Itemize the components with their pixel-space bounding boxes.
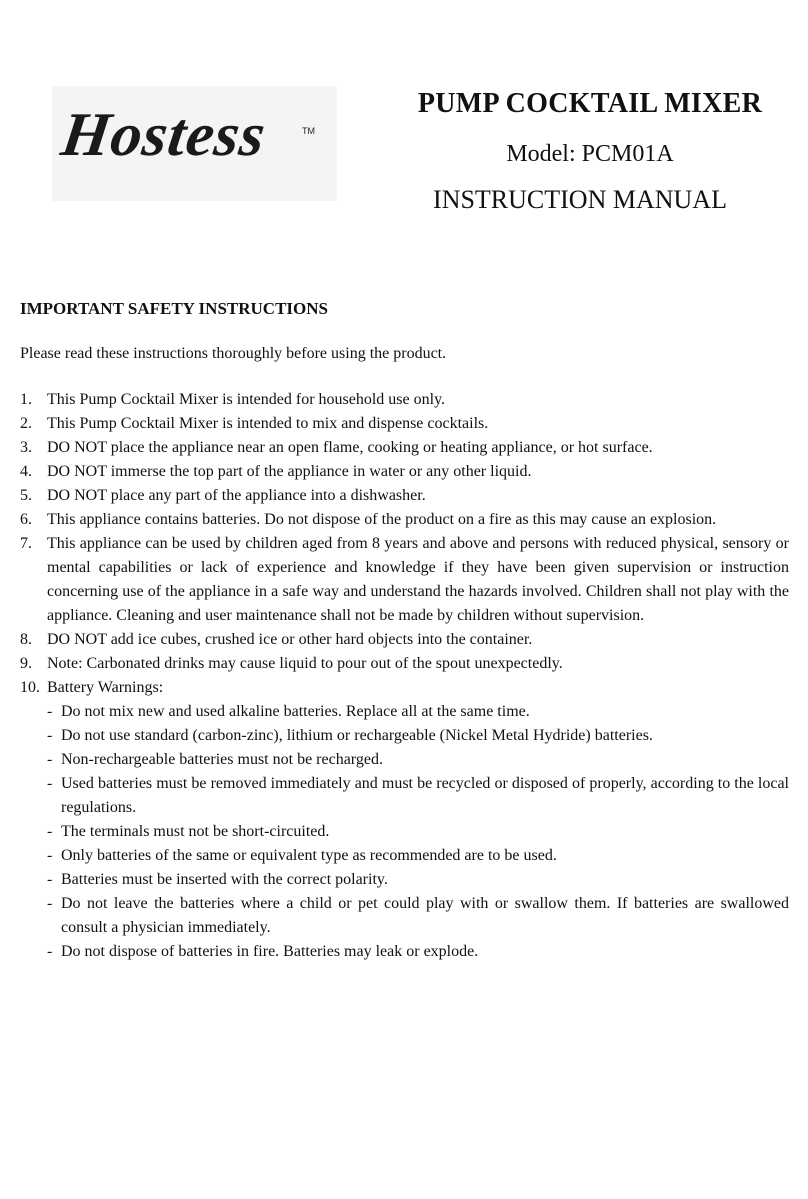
dash-bullet: - [47, 703, 53, 720]
item-number: 6. [20, 511, 32, 528]
battery-warning-item [47, 748, 789, 772]
battery-warning-item [47, 892, 789, 940]
warning-text: The terminals must not be short-circuited. [61, 823, 330, 840]
document-subtitle: INSTRUCTION MANUAL [433, 185, 727, 214]
battery-warning-item [47, 940, 789, 964]
item-text: DO NOT place any part of the appliance into a dishwasher. [47, 487, 426, 504]
item-number: 3. [20, 439, 32, 456]
item-number: 8. [20, 631, 32, 648]
section-heading: IMPORTANT SAFETY INSTRUCTIONS [20, 299, 328, 318]
list-item [20, 460, 789, 484]
warning-text: Do not leave the batteries where a child or pet could play with or swallow them. If batteries are swallowed consult a physician immediately. [61, 895, 789, 936]
item-number: 2. [20, 415, 32, 432]
item-text: This Pump Cocktail Mixer is intended to mix and dispense cocktails. [47, 415, 489, 432]
dash-bullet: - [47, 871, 53, 888]
brand-logo [52, 86, 337, 201]
list-item [20, 532, 789, 628]
item-number: 7. [20, 535, 32, 552]
battery-warning-item [47, 868, 789, 892]
list-item [20, 436, 789, 460]
brand-logo-text: Hostess [57, 101, 271, 169]
item-text: This Pump Cocktail Mixer is intended for household use only. [47, 391, 446, 408]
battery-warning-item [47, 820, 789, 844]
warning-text: Do not use standard (carbon-zinc), lithium or rechargeable (Nickel Metal Hydride) batteries. [61, 727, 653, 744]
intro-paragraph: Please read these instructions thoroughly before using the product. [20, 345, 447, 362]
item-number: 10. [20, 679, 40, 696]
item-text: DO NOT add ice cubes, crushed ice or other hard objects into the container. [47, 631, 533, 648]
list-item [20, 652, 789, 676]
warning-text: Do not mix new and used alkaline batteries. Replace all at the same time. [61, 703, 530, 720]
dash-bullet: - [47, 847, 53, 864]
trademark-mark: TM [302, 126, 315, 136]
item-number: 1. [20, 391, 32, 408]
item-text: DO NOT immerse the top part of the appliance in water or any other liquid. [47, 463, 532, 480]
warning-text: Non-rechargeable batteries must not be recharged. [61, 751, 383, 768]
item-text: This appliance can be used by children aged from 8 years and above and persons with reduced physical, sensory or mental capabilities or lack of experience and knowledge if they have been given supervision or instruction concerning use of the appliance in a safe way and understand the hazards involved. Children shall not play with the appliance. Cleaning and user maintenance shall not be made by children without supervision. [47, 535, 789, 624]
item-text: This appliance contains batteries. Do not dispose of the product on a fire as this may cause an explosion. [47, 511, 717, 528]
item-text: DO NOT place the appliance near an open flame, cooking or heating appliance, or hot surface. [47, 439, 653, 456]
warning-text: Only batteries of the same or equivalent type as recommended are to be used. [61, 847, 557, 864]
item-text: Note: Carbonated drinks may cause liquid to pour out of the spout unexpectedly. [47, 655, 563, 672]
dash-bullet: - [47, 775, 53, 792]
list-item [20, 484, 789, 508]
product-title: PUMP COCKTAIL MIXER [417, 88, 763, 119]
safety-list [20, 388, 789, 964]
battery-warning-item [47, 700, 789, 724]
dash-bullet: - [47, 823, 53, 840]
battery-warning-item [47, 844, 789, 868]
list-item [20, 508, 789, 532]
dash-bullet: - [47, 727, 53, 744]
list-item [20, 412, 789, 436]
battery-warnings-list [47, 700, 789, 964]
warning-text: Used batteries must be removed immediately and must be recycled or disposed of properly, according to the local regulations. [61, 775, 789, 816]
list-item [20, 388, 789, 412]
item-number: 9. [20, 655, 32, 672]
battery-warning-item [47, 772, 789, 820]
list-item [20, 676, 789, 964]
item-text: Battery Warnings: [47, 679, 164, 696]
item-number: 4. [20, 463, 32, 480]
warning-text: Batteries must be inserted with the correct polarity. [61, 871, 388, 888]
item-number: 5. [20, 487, 32, 504]
model-number: Model: PCM01A [506, 141, 674, 167]
dash-bullet: - [47, 751, 53, 768]
battery-warning-item [47, 724, 789, 748]
list-item [20, 628, 789, 652]
dash-bullet: - [47, 943, 53, 960]
dash-bullet: - [47, 895, 53, 912]
safety-section [20, 297, 789, 964]
warning-text: Do not dispose of batteries in fire. Batteries may leak or explode. [61, 943, 479, 960]
